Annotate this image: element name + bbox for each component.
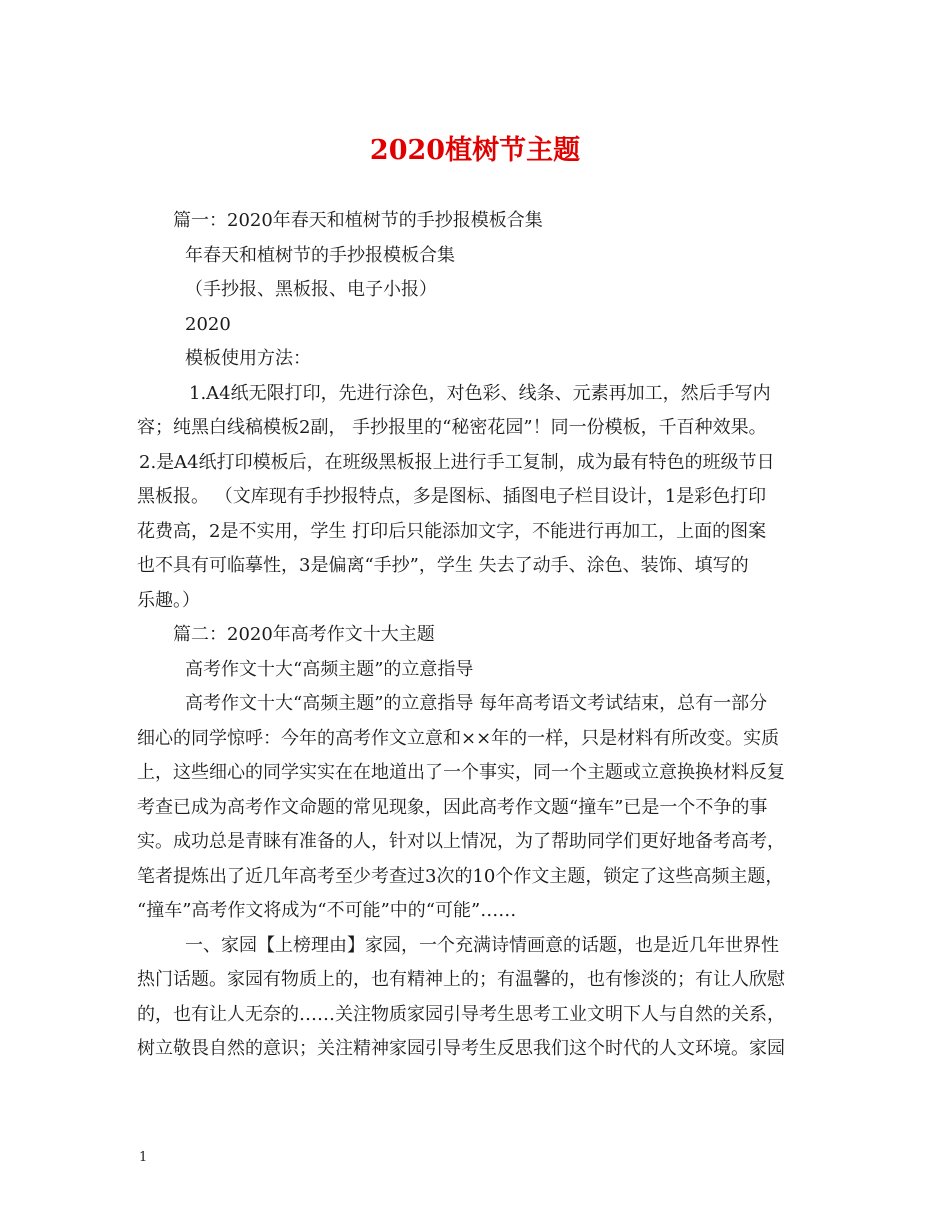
paragraph-line: 的，也有让人无奈的……关注物质家园引导考生思考工业文明下人与自然的关系， (137, 1003, 785, 1025)
paragraph-line: 容；纯黑白线稿模板2副， 手抄报里的“秘密花园”！同一份模板，千百种效果。 (137, 417, 767, 438)
paragraph-line: 高考作文十大“高频主题”的立意指导 每年高考语文考试结束，总有一部分 (185, 693, 768, 714)
page-number: 1 (139, 1150, 148, 1165)
paragraph-line: 笔者提炼出了近几年高考至少考查过3次的10个作文主题，锁定了这些高频主题， (137, 865, 784, 887)
paragraph-line: 热门话题。家园有物质上的，也有精神上的；有温馨的，也有惨淡的；有让人欣慰 (137, 969, 785, 990)
paragraph-line: 黑板报。 （文库现有手抄报特点，多是图标、插图电子栏目设计，1是彩色打印 (137, 486, 767, 507)
paragraph-line: 年春天和植树节的手抄报模板合集 (185, 244, 455, 266)
paragraph-line: 树立敬畏自然的意识；关注精神家园引导考生反思我们这个时代的人文环境。家园 (137, 1038, 785, 1059)
paragraph-line: 实。成功总是青睐有准备的人，针对以上情况，为了帮助同学们更好地备考高考， (137, 831, 785, 852)
paragraph-line: 2.是A4纸打印模板后，在班级黑板报上进行手工复制，成为最有特色的班级节日 (139, 451, 775, 473)
paragraph-line: 高考作文十大“高频主题”的立意指导 (185, 658, 474, 680)
paragraph-line: 也不具有可临摹性，3是偏离“手抄”，学生 失去了动手、涂色、装饰、填写的 (137, 555, 749, 576)
paragraph-line: “撞车”高考作文将成为“不可能”中的“可能”…… (137, 900, 517, 921)
paragraph-line: 花费高，2是不实用，学生 打印后只能添加文字，不能进行再加工，上面的图案 (137, 520, 767, 542)
paragraph-line: 篇二：2020年高考作文十大主题 (173, 624, 435, 645)
document-body (137, 204, 817, 1067)
paragraph-line: 1.A4纸无限打印，先进行涂色，对色彩、线条、元素再加工，然后手写内 (189, 382, 771, 404)
paragraph-line: 篇一：2020年春天和植树节的手抄报模板合集 (173, 210, 543, 231)
paragraph-line: 上，这些细心的同学实实在在地道出了一个事实，同一个主题或立意换换材料反复 (137, 762, 785, 783)
paragraph-line: 乐趣。） (137, 589, 200, 611)
paragraph-line: 模板使用方法： (185, 348, 311, 369)
paragraph-line: 一、家园【上榜理由】家园，一个充满诗情画意的话题，也是近几年世界性 (185, 934, 779, 956)
document-title: 2020植树节主题 (369, 135, 581, 166)
paragraph-line: （手抄报、黑板报、电子小报） (185, 279, 437, 300)
paragraph-line: 考查已成为高考作文命题的常见现象，因此高考作文题“撞车”已是一个不争的事 (137, 796, 768, 818)
paragraph-line: 2020 (185, 313, 231, 335)
paragraph-line: 细心的同学惊呼：今年的高考作文立意和××年的一样，只是材料有所改变。实质 (137, 727, 780, 749)
